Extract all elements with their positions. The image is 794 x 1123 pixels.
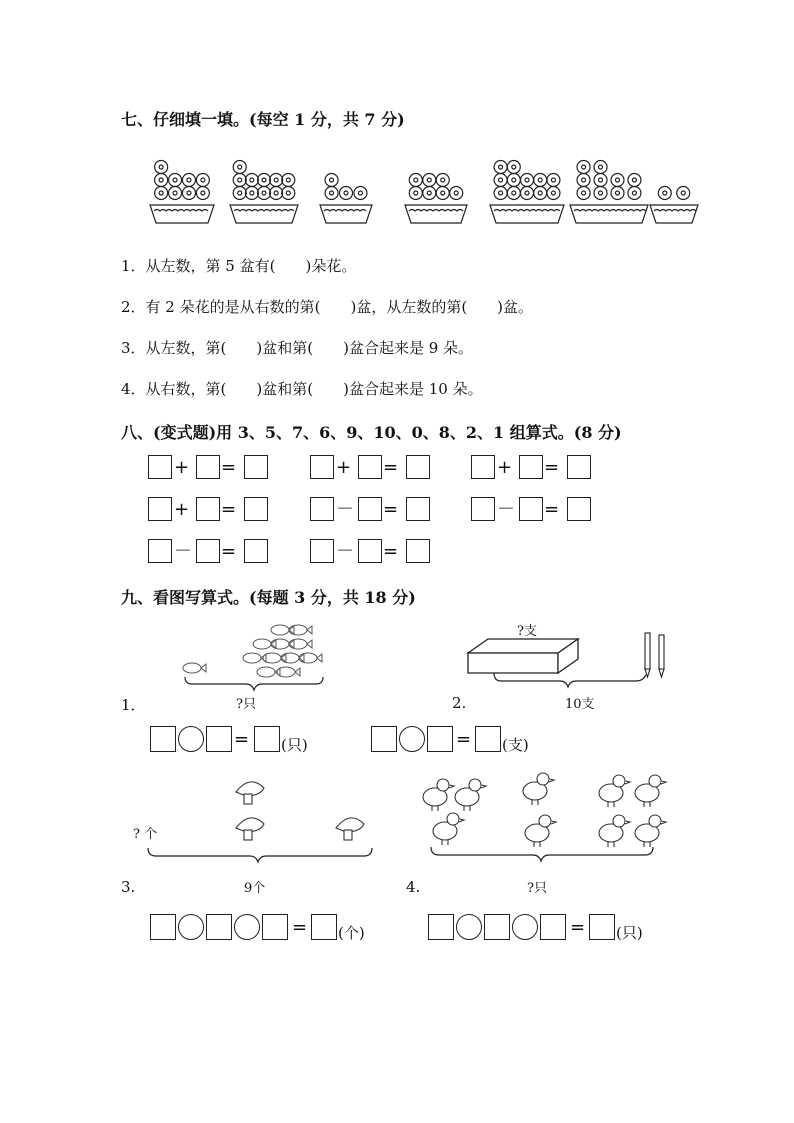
answer-box[interactable]: [471, 455, 495, 479]
answer-box[interactable]: [310, 539, 334, 563]
equals-sign: =: [221, 541, 237, 562]
operator-sign: －: [336, 499, 354, 520]
operator-sign: +: [497, 457, 513, 478]
answer-box[interactable]: [150, 914, 176, 940]
fish-illustration: [180, 622, 330, 687]
answer-box[interactable]: [567, 455, 591, 479]
equals-sign: =: [383, 541, 399, 562]
pencil-box-illustration: [460, 625, 680, 693]
operator-circle[interactable]: [512, 914, 538, 940]
answer-box[interactable]: [358, 455, 382, 479]
operator-circle[interactable]: [234, 914, 260, 940]
question-7-2: 2．有 2 朵花的是从右数的第( )盆，从左数的第( )盆。: [121, 298, 534, 316]
equals-sign: =: [234, 729, 250, 750]
equals-sign: =: [570, 917, 586, 938]
answer-box[interactable]: [371, 726, 397, 752]
equals-sign: =: [544, 457, 560, 478]
answer-box[interactable]: [148, 539, 172, 563]
equals-sign: =: [383, 457, 399, 478]
question-7-3: 3．从左数，第( )盆和第( )盆合起来是 9 朵。: [121, 339, 474, 357]
answer-box[interactable]: [310, 455, 334, 479]
mushroom-illustration: [140, 770, 380, 870]
answer-box[interactable]: [406, 539, 430, 563]
operator-sign: +: [336, 457, 352, 478]
question-7-4: 4．从右数，第( )盆和第( )盆合起来是 10 朵。: [121, 380, 483, 398]
problem-9-4-number: 4.: [406, 878, 421, 896]
answer-box[interactable]: [311, 914, 337, 940]
problem-9-2-number: 2.: [452, 694, 467, 712]
answer-box[interactable]: [519, 455, 543, 479]
unit-label: (个): [338, 924, 365, 942]
mushroom-side-label: ? 个: [133, 827, 158, 842]
answer-box[interactable]: [310, 497, 334, 521]
operator-circle[interactable]: [456, 914, 482, 940]
answer-box[interactable]: [567, 497, 591, 521]
operator-circle[interactable]: [178, 726, 204, 752]
box-brace-label: 10支: [565, 697, 595, 712]
operator-circle[interactable]: [399, 726, 425, 752]
answer-box[interactable]: [148, 497, 172, 521]
answer-box[interactable]: [206, 914, 232, 940]
unit-label: (支): [502, 736, 529, 754]
answer-box[interactable]: [244, 539, 268, 563]
flower-pots-illustration: [150, 145, 710, 230]
box-top-label: ?支: [517, 624, 537, 639]
answer-box[interactable]: [471, 497, 495, 521]
answer-box[interactable]: [475, 726, 501, 752]
problem-9-3-number: 3.: [121, 878, 136, 896]
answer-box[interactable]: [196, 497, 220, 521]
chick-brace-label: ?只: [527, 881, 547, 896]
answer-box[interactable]: [196, 539, 220, 563]
equals-sign: =: [456, 729, 472, 750]
answer-box[interactable]: [358, 539, 382, 563]
equals-sign: =: [221, 457, 237, 478]
unit-label: (只): [616, 924, 643, 942]
equals-sign: =: [544, 499, 560, 520]
section-7-heading: 七、仔细填一填。(每空 1 分，共 7 分): [121, 110, 405, 129]
question-7-1: 1．从左数，第 5 盆有( )朵花。: [121, 257, 357, 275]
answer-box[interactable]: [254, 726, 280, 752]
operator-sign: －: [336, 541, 354, 562]
problem-9-1-number: 1．: [121, 696, 146, 714]
answer-box[interactable]: [406, 497, 430, 521]
answer-box[interactable]: [406, 455, 430, 479]
answer-box[interactable]: [262, 914, 288, 940]
operator-sign: +: [174, 499, 190, 520]
answer-box[interactable]: [196, 455, 220, 479]
answer-box[interactable]: [519, 497, 543, 521]
equals-sign: =: [292, 917, 308, 938]
answer-box[interactable]: [358, 497, 382, 521]
equals-sign: =: [383, 499, 399, 520]
answer-box[interactable]: [540, 914, 566, 940]
answer-box[interactable]: [484, 914, 510, 940]
chick-illustration: [415, 765, 675, 865]
answer-box[interactable]: [206, 726, 232, 752]
fish-brace-label: ?只: [236, 697, 256, 712]
answer-box[interactable]: [244, 455, 268, 479]
answer-box[interactable]: [150, 726, 176, 752]
equals-sign: =: [221, 499, 237, 520]
operator-sign: －: [174, 541, 192, 562]
unit-label: (只): [281, 736, 308, 754]
section-9-heading: 九、看图写算式。(每题 3 分，共 18 分): [121, 588, 416, 607]
answer-box[interactable]: [148, 455, 172, 479]
operator-circle[interactable]: [178, 914, 204, 940]
mushroom-brace-label: 9个: [244, 881, 266, 896]
section-8-heading: 八、(变式题)用 3、5、7、6、9、10、0、8、2、1 组算式。(8 分): [121, 423, 622, 442]
operator-sign: －: [497, 499, 515, 520]
answer-box[interactable]: [244, 497, 268, 521]
operator-sign: +: [174, 457, 190, 478]
answer-box[interactable]: [427, 726, 453, 752]
answer-box[interactable]: [589, 914, 615, 940]
answer-box[interactable]: [428, 914, 454, 940]
